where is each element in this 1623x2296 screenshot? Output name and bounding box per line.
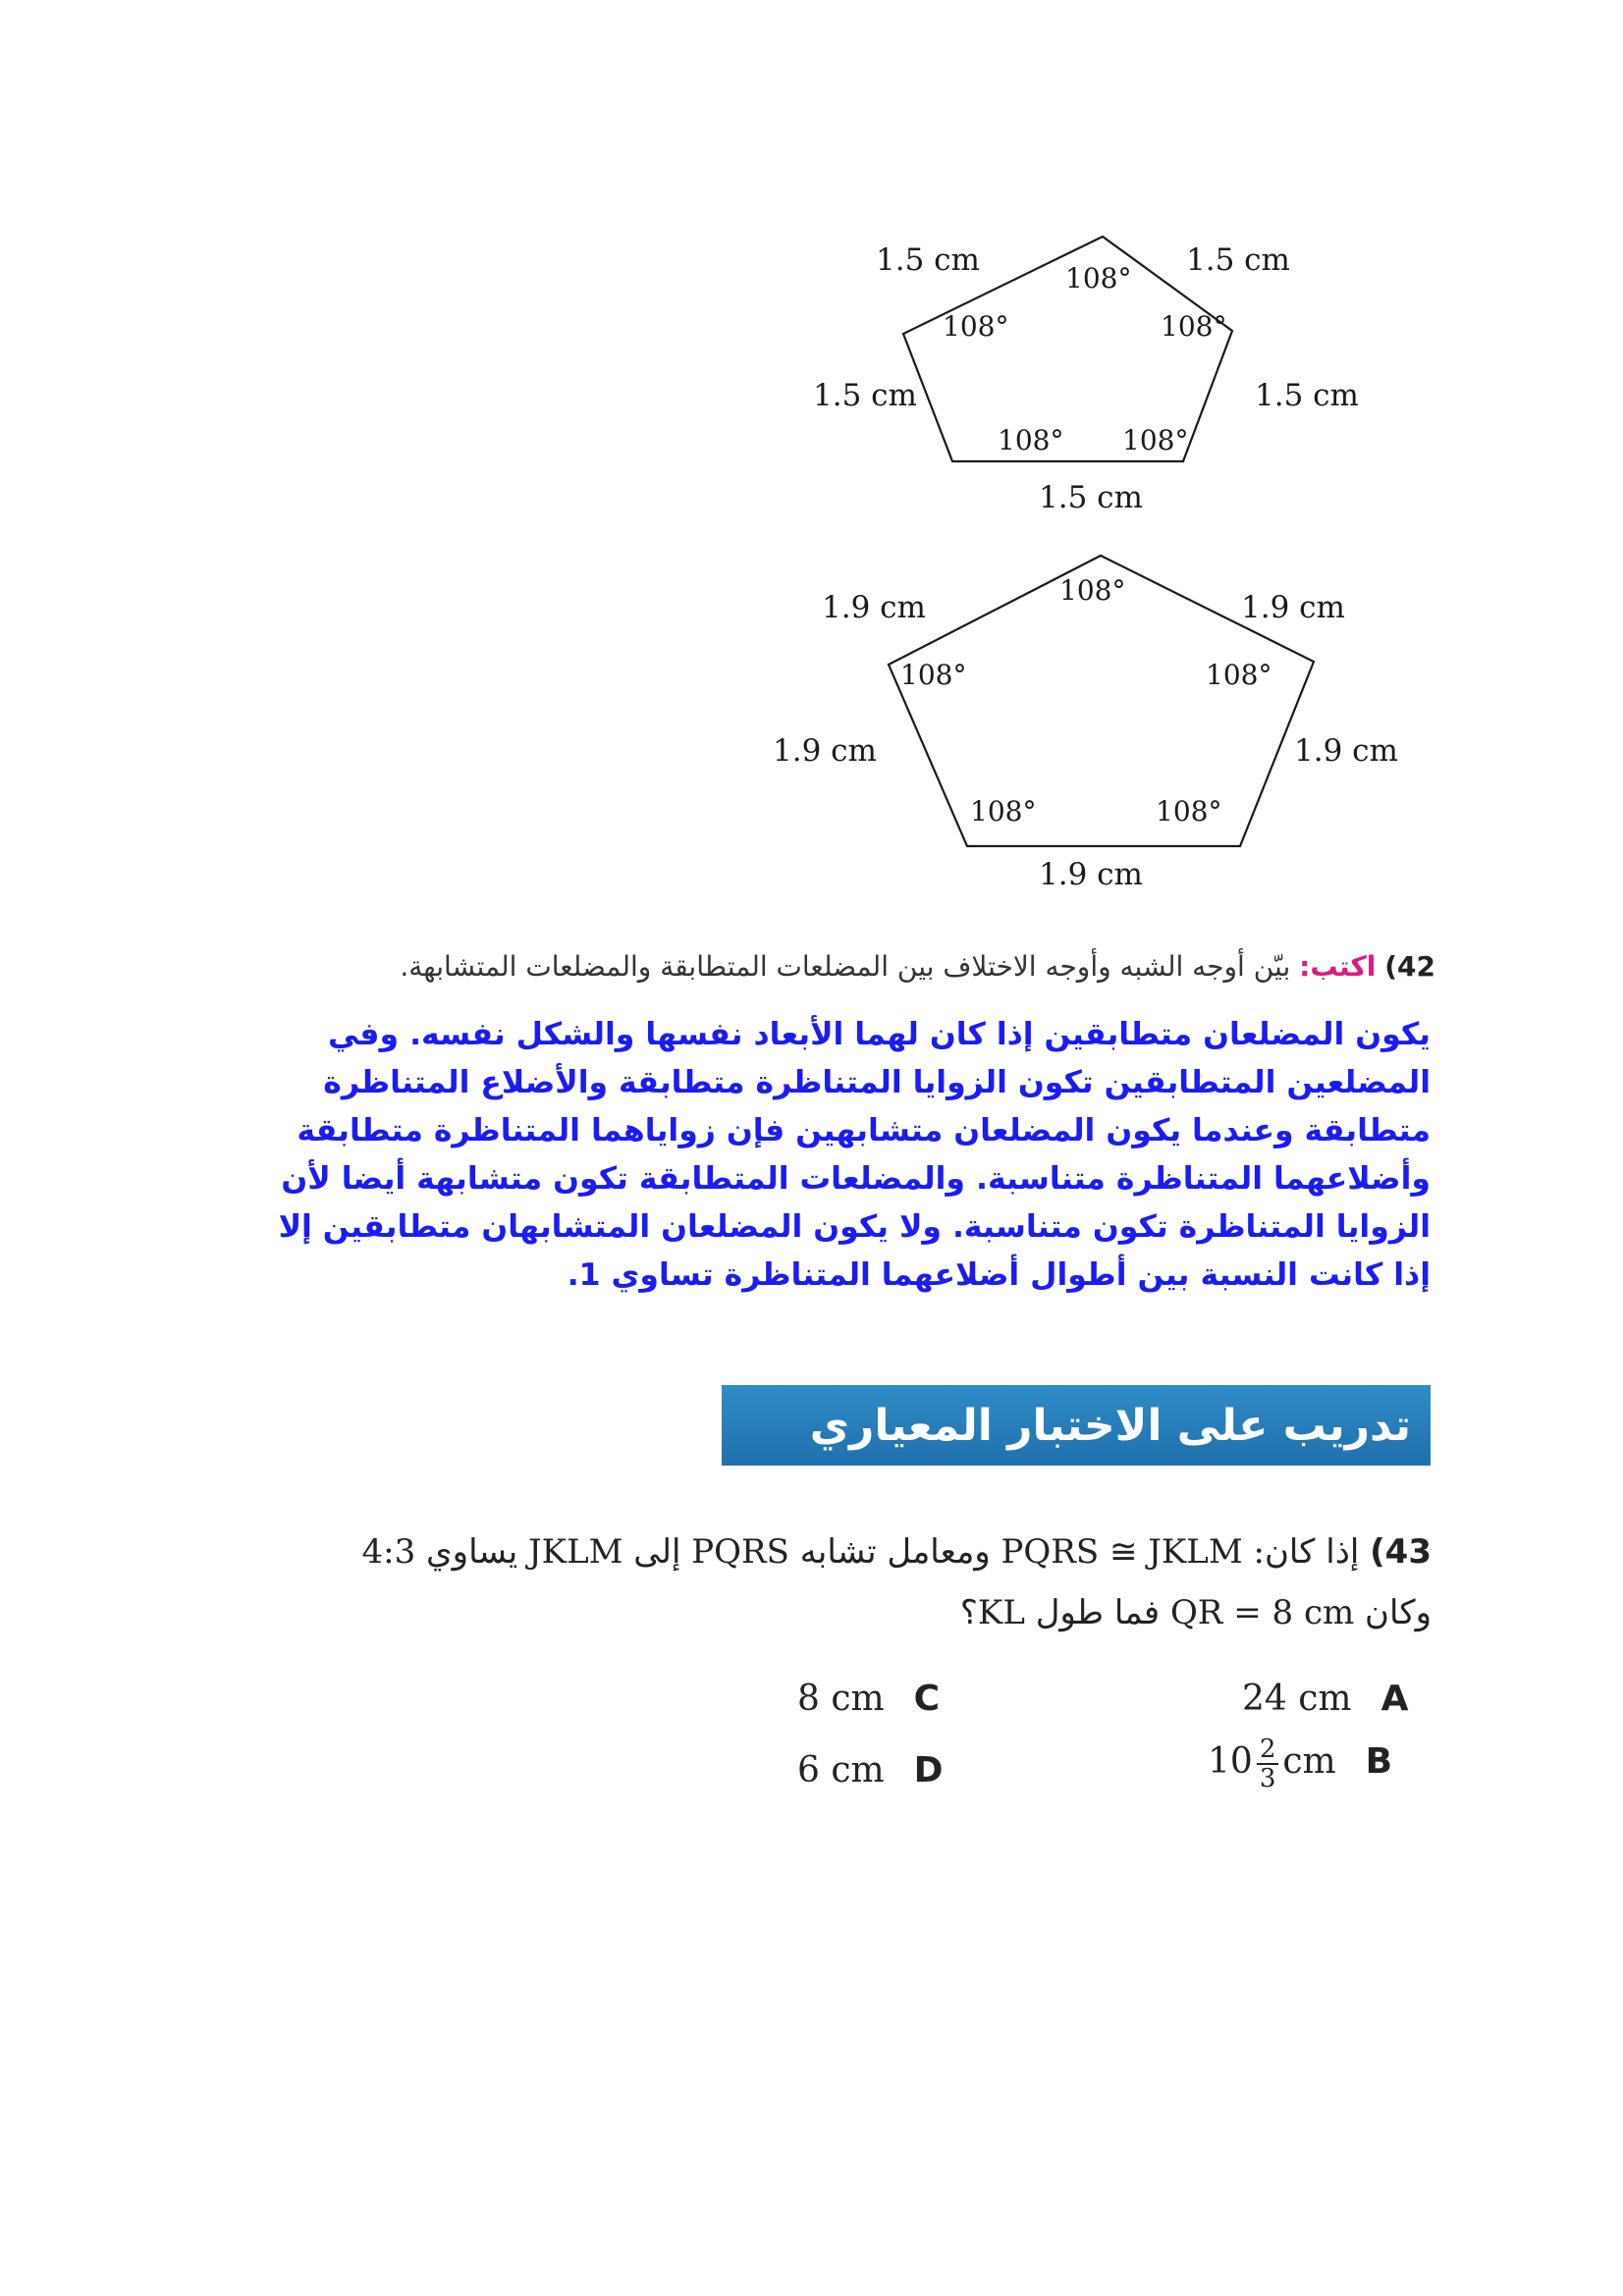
choice-b-unit: cm [1282, 1741, 1336, 1782]
pentagon-2-angle-label: 108° [1206, 659, 1272, 691]
pentagon-1-side-label: 1.5 cm [1039, 480, 1143, 515]
choice-d-letter: D [913, 1750, 944, 1790]
pentagon-2-angle-label: 108° [1156, 795, 1222, 828]
figure-pentagon-2 [766, 545, 1434, 908]
pentagon-2-side-label: 1.9 cm [1241, 590, 1345, 625]
pentagon-1-side-label: 1.5 cm [813, 378, 917, 413]
choice-c[interactable] [797, 1679, 940, 1719]
pentagon-1-angle-label: 108° [1161, 310, 1227, 343]
answer-line: المضلعين المتطابقين تكون الزوايا المتناظرة متطابقة والأضلاع المتناظرة [323, 1065, 1431, 1100]
write-keyword: اكتب: [1299, 950, 1377, 983]
pentagon-2-side-label: 1.9 cm [1039, 857, 1143, 892]
fraction-numerator: 2 [1257, 1735, 1279, 1765]
choice-d[interactable] [797, 1750, 944, 1790]
pentagon-2-angle-label: 108° [1059, 574, 1126, 607]
choice-d-value: 6 cm [797, 1750, 885, 1790]
choice-b-whole: 10 [1208, 1741, 1253, 1782]
answer-line: متطابقة وعندما يكون المضلعان متشابهين فإن زواياهما المتناظرة متطابقة [297, 1113, 1431, 1148]
pentagon-1-svg [805, 226, 1394, 520]
answer-line: إذا كانت النسبة بين أطوال أضلاعهما المتناظرة تساوي 1. [567, 1257, 1431, 1293]
answer-line: يكون المضلعان متطابقين إذا كان لهما الأبعاد نفسها والشكل نفسه. وفي [328, 1017, 1431, 1052]
choice-a-value: 24 cm [1242, 1679, 1352, 1719]
pentagon-2-svg [766, 545, 1434, 908]
pentagon-2-side-label: 1.9 cm [822, 590, 926, 625]
fraction-denominator: 3 [1259, 1764, 1276, 1793]
choice-b-fraction [1257, 1735, 1279, 1792]
pentagon-2-angle-label: 108° [900, 659, 967, 691]
pentagon-1-side-label: 1.5 cm [1255, 378, 1359, 413]
pentagon-1-side-label: 1.5 cm [1186, 242, 1290, 278]
choice-c-value: 8 cm [797, 1679, 885, 1719]
question-text: إذا كان: PQRS ≅ JKLM ومعامل تشابه PQRS إلى JKLM يساوي 4:3 [361, 1532, 1360, 1572]
pentagon-1-side-label: 1.5 cm [876, 242, 980, 278]
banner-title: تدريب على الاختبار المعياري [809, 1400, 1411, 1451]
pentagon-1-angle-label: 108° [1122, 424, 1189, 456]
question-prompt: بيّن أوجه الشبه وأوجه الاختلاف بين المضلعات المتطابقة والمضلعات المتشابهة. [400, 950, 1291, 983]
answer-line: الزوايا المتناظرة تكون متناسبة. ولا يكون المضلعان المتشابهان متطابقين إلا [278, 1209, 1431, 1245]
choice-b-letter: B [1365, 1741, 1393, 1782]
question-42 [137, 950, 1435, 983]
choice-a[interactable] [1242, 1679, 1408, 1719]
pentagon-1-angle-label: 108° [998, 424, 1064, 456]
figure-pentagon-1 [805, 226, 1394, 520]
pentagon-2-side-label: 1.9 cm [1294, 733, 1398, 769]
choice-c-letter: C [913, 1679, 941, 1719]
answer-line: وأضلاعهما المتناظرة متناسبة. والمضلعات المتطابقة تكون متشابهة أيضا لأن [281, 1161, 1431, 1197]
question-text: وكان QR = 8 cm فما طول KL؟ [959, 1593, 1432, 1632]
question-43 [187, 1522, 1432, 1643]
pentagon-2-side-label: 1.9 cm [773, 733, 877, 769]
pentagon-2-angle-label: 108° [970, 795, 1037, 828]
choice-a-letter: A [1380, 1679, 1409, 1719]
answer-42 [191, 1011, 1431, 1300]
question-43-line-1 [187, 1522, 1432, 1582]
choice-b[interactable] [1208, 1735, 1392, 1792]
question-number: 43) [1370, 1532, 1432, 1572]
pentagon-1-angle-label: 108° [943, 310, 1009, 343]
question-number: 42) [1384, 950, 1435, 983]
section-banner [722, 1385, 1431, 1466]
pentagon-1-angle-label: 108° [1065, 262, 1132, 294]
